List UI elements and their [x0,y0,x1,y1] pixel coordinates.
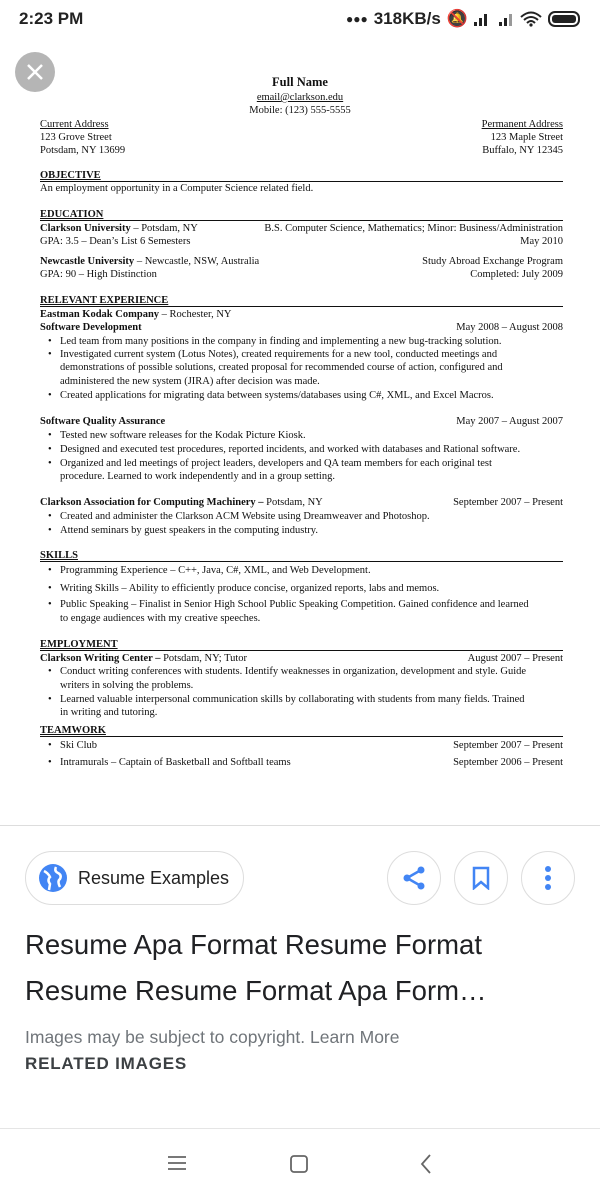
save-button[interactable] [454,851,508,905]
objective-text: An employment opportunity in a Computer Science related field. [40,183,314,194]
current-address-label: Current Address [40,119,109,130]
company-location: – Rochester, NY [159,309,232,320]
section-teamwork: TEAMWORK [40,725,563,737]
organization-location: Potsdam, NY [266,497,323,508]
status-bar [0,0,600,40]
current-address-line: Potsdam, NY 13699 [40,145,126,156]
battery-icon [548,11,580,27]
bullet-cont: demonstrations of possible solutions, created proposal for recommended course of action, configured and [60,362,503,373]
share-icon [401,865,427,891]
date: September 2006 – Present [453,757,563,768]
current-address-line: 123 Grove Street [40,132,112,143]
bullet-cont: to engage audiences with my creative speeches. [60,613,261,624]
source-chip[interactable] [25,851,244,905]
employer-location: Potsdam, NY; Tutor [163,653,248,664]
employer: Clarkson Writing Center – [40,653,164,664]
home-icon[interactable] [290,1155,308,1173]
source-label: Resume Examples [78,867,230,888]
copyright-notice[interactable]: Images may be subject to copyright. Learn More [25,1027,400,1047]
share-button[interactable] [387,851,441,905]
bookmark-icon [471,866,491,890]
bullet-cont: in writing and tutoring. [60,707,158,718]
bell-muted-icon: 🔕 [446,9,468,28]
permanent-address-line: Buffalo, NY 12345 [482,145,563,156]
resume-image[interactable]: Full Name email@clarkson.edu Mobile: (123) 555-5555 Current Address 123 Grove Street Potsdam, NY 13699 Permanent Address 123 Maple Street Buffalo, NY 12345 OBJECTIVE An employment opportunity in a Computer Science related field. EDUCATION Clarkson University – Potsdam, NY B.S. Computer Science, Mathematics; Minor: Business/Administration GPA: 3.5 – Dean’s List 6 Semesters May 2010 Newcastle University – Newcastle, NSW, Australia Study Abroad Exchange Program GPA: 90 – High Distinction Completed: July 2009 RELEVANT EXPERIENCE Eastman Kodak Company – Rochester, NY Software Development May 2008 – August 2008 Led team from many positions in the company in finding and implementing a new bug-tracking solution. Investigated current system (Lotus Notes), created requirements for a new tool, conducted meetings and demonstrations of possible solutions, created proposal for recommended course of action, configured and administered the new system (JIRA) after decision was made. Created applications for migrating data between systems/databases using C#, XML, and Excel Macros. Software Quality Assurance May 2007 – August 2007 Tested new software releases for the Kodak Picture Kiosk. Designed and executed test procedures, reported incidents, and worked with databases and Rational software. Organized and led meetings of project leaders, developers and QA team members for each original test procedure. Learned to work independently and in a group setting. Clarkson Association for Computing Machinery – Potsdam, NY September 2007 – Present Created and administer the Clarkson ACM Website using Dreamweaver and Photoshop. Attend seminars by guest speakers in the computing industry. SKILLS Programming Experience – C++, Java, C#, XML, and Web Development. Writing Skills – Ability to efficiently produce concise, organized reports, labs and memos. Public Speaking – Finalist in Senior High School Public Speaking Competition. Gained confidence and learned to engage audiences with my creative speeches. EMPLOYMENT Clarkson Writing Center – Potsdam, NY; Tutor August 2007 – Present Conduct writing conferences with students. Identify weaknesses in organization, development and style. Guide writers in solving the problems. Learned valuable interpersonal communication skills by collaborating with students from many fields. Trained in writing and tutoring. TEAMWORK Ski Club September 2007 – Present Intramurals – Captain of Basketball and Softball teams September 2006 – Present [0,40,600,820]
company: Eastman Kodak Company [40,309,160,320]
school-location: – Newcastle, NSW, Australia [134,256,260,267]
bullet-cont: writers in solving the problems. [60,680,194,691]
section-skills: SKILLS [40,550,563,562]
navigation-bar [0,1145,600,1185]
school: Clarkson University [40,223,131,234]
menu-icon[interactable] [168,1155,186,1171]
organization: Clarkson Association for Computing Machinery – [40,497,267,508]
gpa: GPA: 90 – High Distinction [40,269,157,280]
clock: 2:23 PM [19,9,84,28]
related-images-heading: RELATED IMAGES [25,1054,188,1073]
date: September 2007 – Present [453,740,563,751]
image-title[interactable]: Resume Apa Format Resume Format Resume Resume Format Apa Form… [25,929,487,1006]
school: Newcastle University [40,256,135,267]
wifi-icon [520,11,542,27]
date: September 2007 – Present [453,497,563,508]
date: May 2007 – August 2007 [456,416,563,427]
job-title: Software Quality Assurance [40,416,166,427]
school-location: – Potsdam, NY [130,223,198,234]
job-title: Software Development [40,322,142,333]
more-options-button[interactable] [521,851,575,905]
divider [0,1128,600,1129]
section-employment: EMPLOYMENT [40,639,563,651]
resume-email: email@clarkson.edu [256,92,344,103]
date: May 2010 [520,236,563,247]
bullet-cont: administered the new system (JIRA) after decision was made. [60,376,320,387]
back-icon[interactable] [420,1154,432,1174]
bullet-cont: procedure. Learned to work independently and in a group setting. [60,471,335,482]
date: Completed: July 2009 [470,269,563,280]
resume-name: Full Name [272,75,328,89]
section-objective: OBJECTIVE [40,170,563,182]
globe-icon [38,863,68,893]
network-speed: 318KB/s [373,9,441,28]
more-notifications-icon: ●●● [345,12,368,26]
program: Study Abroad Exchange Program [422,256,563,267]
permanent-address-label: Permanent Address [481,119,563,130]
date: August 2007 – Present [467,653,563,664]
permanent-address-line: 123 Maple Street [490,132,563,143]
degree: B.S. Computer Science, Mathematics; Minor: Business/Administration [264,223,563,234]
signal-icon [474,11,514,27]
divider [0,825,600,826]
section-experience: RELEVANT EXPERIENCE [40,295,563,307]
status-icons [346,9,580,29]
section-education: EDUCATION [40,209,563,221]
more-vertical-icon [544,865,552,891]
gpa: GPA: 3.5 – Dean’s List 6 Semesters [40,236,191,247]
date: May 2008 – August 2008 [456,322,563,333]
resume-mobile: Mobile: (123) 555-5555 [249,105,351,116]
